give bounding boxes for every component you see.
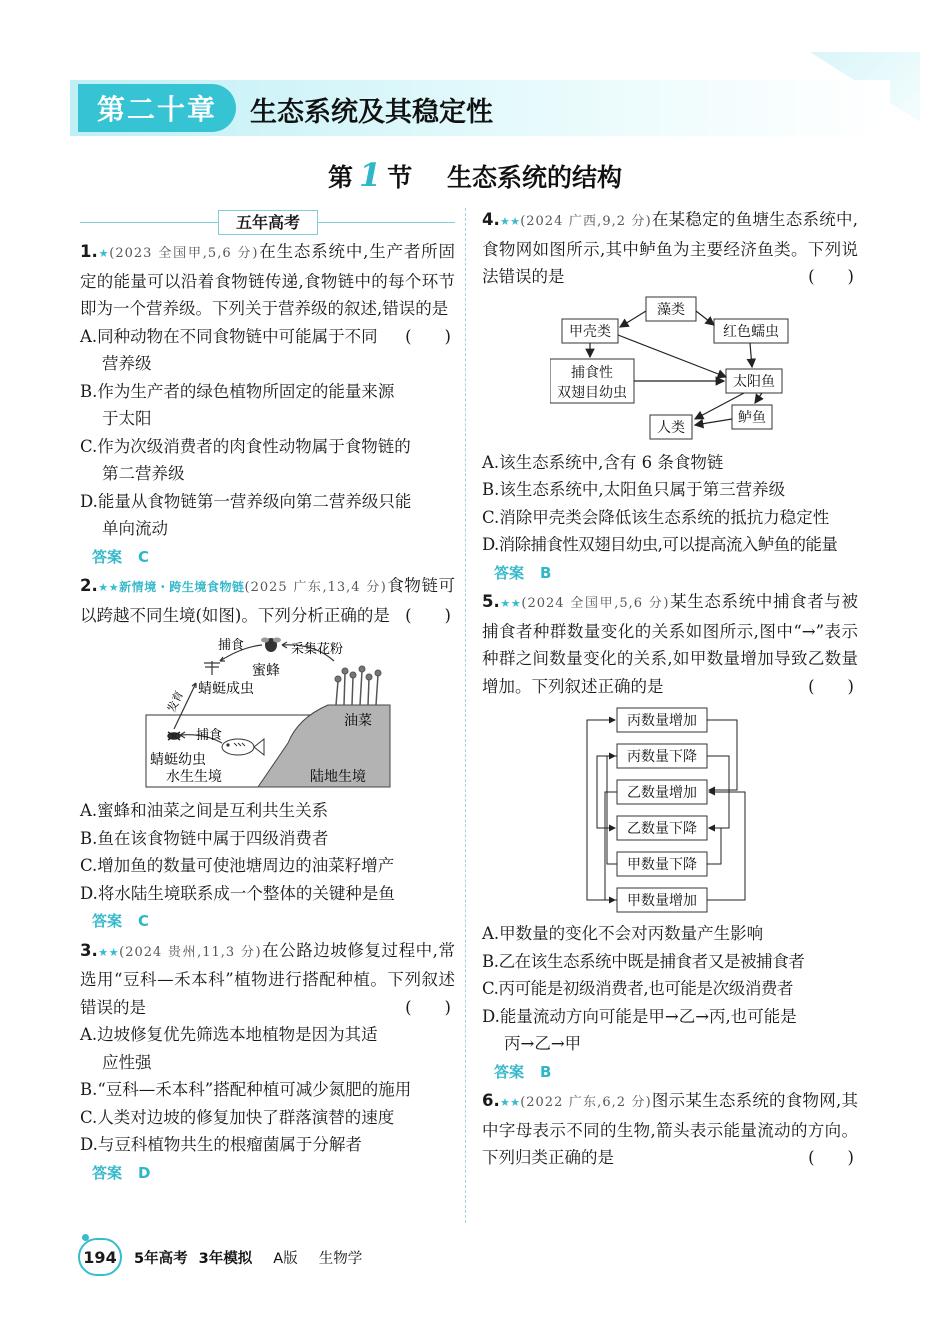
question-4: 4.★★(2024 广西,9,2 分)在某稳定的鱼塘生态系统中,食物网如图所示,其中鲈鱼为主要经济鱼类。下列说法错误的是 ( ) xyxy=(482,210,858,286)
svg-text:鲈鱼: 鲈鱼 xyxy=(738,409,766,426)
svg-text:人类: 人类 xyxy=(657,419,685,436)
edition: A版 xyxy=(273,1251,298,1267)
book-title: 5年高考 3年模拟 xyxy=(134,1251,253,1267)
difficulty-star-icon: ★★ xyxy=(499,215,521,228)
dragonfly-icon xyxy=(204,661,220,675)
box-bing-decrease: 丙数量下降 xyxy=(627,749,697,765)
option-a: A.蜜蜂和油菜之间是互利共生关系 xyxy=(80,801,329,820)
option-d: D.与豆科植物共生的根瘤菌属于分解者 xyxy=(80,1135,362,1154)
column-divider xyxy=(465,208,466,1223)
label-develop: 发育 xyxy=(164,688,186,715)
svg-text:双翅目幼虫: 双翅目幼虫 xyxy=(557,384,627,401)
option-a: A.同种动物在不同食物链中可能属于不同 营养级 xyxy=(80,326,378,373)
section-number: 1 xyxy=(359,156,382,194)
box-jia-increase: 甲数量增加 xyxy=(627,893,697,909)
difficulty-star-icon: ★★ xyxy=(499,597,522,610)
answer: 答案 D xyxy=(92,1163,151,1182)
option-a: A.甲数量的变化不会对丙数量产生影响 xyxy=(482,924,764,943)
option-a: A.该生态系统中,含有 6 条食物链 xyxy=(482,452,724,472)
population-change-diagram xyxy=(585,704,755,916)
label-dragonfly-adult: 蜻蜓成虫 xyxy=(197,681,254,697)
option-d: D.能量从食物链第一营养级向第二营养级只能 单向流动 xyxy=(80,491,412,538)
question-stem: 在生态系统中,生产者所固定的能量可以沿着食物链传递,食物链中的每个环节即为一个营养级。下列关于营养级的叙述,错误的是 xyxy=(80,242,455,318)
answer: 答案 B xyxy=(494,1062,552,1081)
option-c: C.丙可能是初级消费者,也可能是次级消费者 xyxy=(482,979,794,998)
box-yi-decrease: 乙数量下降 xyxy=(627,821,697,837)
answer: 答案 C xyxy=(92,547,150,566)
arrow-symbol: → xyxy=(801,621,816,641)
difficulty-star-icon: ★★ xyxy=(97,581,120,594)
option-b: B.该生态系统中,太阳鱼只属于第三营养级 xyxy=(482,480,786,499)
left-column xyxy=(80,208,455,1188)
label-hunt-bottom: 捕食 xyxy=(195,728,222,743)
label-collect-pollen: 采集花粉 xyxy=(290,642,343,657)
option-d: D.将水陆生境联系成一个整体的关键种是鱼 xyxy=(80,883,395,903)
option-b: B.鱼在该食物链中属于四级消费者 xyxy=(80,828,329,848)
option-b: B.作为生产者的绿色植物所固定的能量来源 于太阳 xyxy=(80,381,395,428)
svg-text:捕食性: 捕食性 xyxy=(571,364,613,381)
question-1: 1.★(2023 全国甲,5,6 分)在生态系统中,生产者所固定的能量可以沿着食物链传递,食物链中的每个环节即为一个营养级。下列关于营养级的叙述,错误的是 ( ) xyxy=(80,238,455,323)
right-column xyxy=(482,206,858,1172)
option-c: C.增加鱼的数量可使池塘周边的油菜籽增产 xyxy=(80,856,395,875)
svg-text:红色蠕虫: 红色蠕虫 xyxy=(723,323,779,340)
page-number: 194 xyxy=(78,1238,122,1276)
chapter-title: 生态系统及其稳定性 xyxy=(250,97,493,128)
section-name: 生态系统的结构 xyxy=(447,163,623,192)
label-hunt-top: 捕食 xyxy=(217,638,244,653)
answer: 答案 C xyxy=(92,912,150,930)
new-context-tag: 新情境・跨生境食物链 xyxy=(119,580,245,594)
answer-blank: ( ) xyxy=(405,326,451,346)
box-bing-increase: 丙数量增加 xyxy=(627,713,697,729)
label-land-habitat: 陆地生境 xyxy=(309,769,366,785)
question-5: 5.★★(2024 全国甲,5,6 分)某生态系统中捕食者与被捕食者种群数量变化的关系如图所示,图中“→”表示种群之间数量变化的关系,如甲数量增加导致乙数量增加。下列叙述正确的是 ( ) xyxy=(482,592,859,696)
option-b: B.“豆科—禾本科”搭配种植可减少氮肥的施用 xyxy=(80,1080,412,1099)
subject: 生物学 xyxy=(318,1251,363,1267)
difficulty-star-icon: ★★ xyxy=(499,1096,521,1109)
option-c: C.人类对边坡的修复加快了群落演替的速度 xyxy=(80,1107,395,1127)
footer-book-info xyxy=(134,1247,362,1268)
box-jia-decrease: 甲数量下降 xyxy=(627,857,697,873)
label-rapeseed: 油菜 xyxy=(343,713,372,729)
section-label: 五年高考 xyxy=(218,210,318,235)
food-web-diagram xyxy=(550,295,790,445)
option-d: D.消除捕食性双翅目幼虫,可以提高流入鲈鱼的能量 xyxy=(482,535,838,554)
option-b: B.乙在该生态系统中既是捕食者又是被捕食者 xyxy=(482,951,805,971)
option-c: C.消除甲壳类会降低该生态系统的抵抗力稳定性 xyxy=(482,507,830,527)
dragonfly-larva-icon xyxy=(168,732,180,740)
label-aquatic-habitat: 水生生境 xyxy=(165,769,222,785)
svg-text:藻类: 藻类 xyxy=(657,301,685,318)
label-bee: 蜜蜂 xyxy=(251,663,280,679)
answer: 答案 B xyxy=(494,563,552,582)
question-3: 3.★★(2024 贵州,11,3 分)在公路边坡修复过程中,常选用“豆科—禾本科”植物进行搭配种植。下列叙述错误的是 ( ) xyxy=(80,940,455,1017)
box-yi-increase: 乙数量增加 xyxy=(627,785,697,801)
section-title: 第 1 节 生态系统的结构 xyxy=(327,156,623,194)
svg-text:太阳鱼: 太阳鱼 xyxy=(733,373,775,390)
chapter-tag: 第二十章 xyxy=(78,84,236,132)
question-6: 6.★★(2022 广东,6,2 分)图示某生态系统的食物网,其中字母表示不同的生物,箭头表示能量流动的方向。下列归类正确的是 ( ) xyxy=(482,1091,858,1167)
svg-text:甲壳类: 甲壳类 xyxy=(569,323,611,340)
option-d: D.能量流动方向可能是甲→乙→丙,也可能是 丙→乙→甲 xyxy=(482,1006,797,1053)
option-a: A.边坡修复优先筛选本地植物是因为其适 应性强 xyxy=(80,1025,378,1072)
section-label-bar xyxy=(80,208,455,238)
label-dragonfly-larva: 蜻蜓幼虫 xyxy=(149,752,206,768)
option-c: C.作为次级消费者的肉食性动物属于食物链的 第二营养级 xyxy=(80,436,411,483)
habitat-food-chain-figure xyxy=(138,633,398,793)
question-2: 2.★★新情境・跨生境食物链(2025 广东,13,4 分)食物链可以跨越不同生境(如图)。下列分析正确的是 ( ) xyxy=(80,576,455,625)
bee-icon xyxy=(261,638,281,653)
rapeseed-plant-icon xyxy=(335,666,381,705)
difficulty-star-icon: ★★ xyxy=(97,945,120,959)
difficulty-star-icon: ★ xyxy=(97,247,110,260)
